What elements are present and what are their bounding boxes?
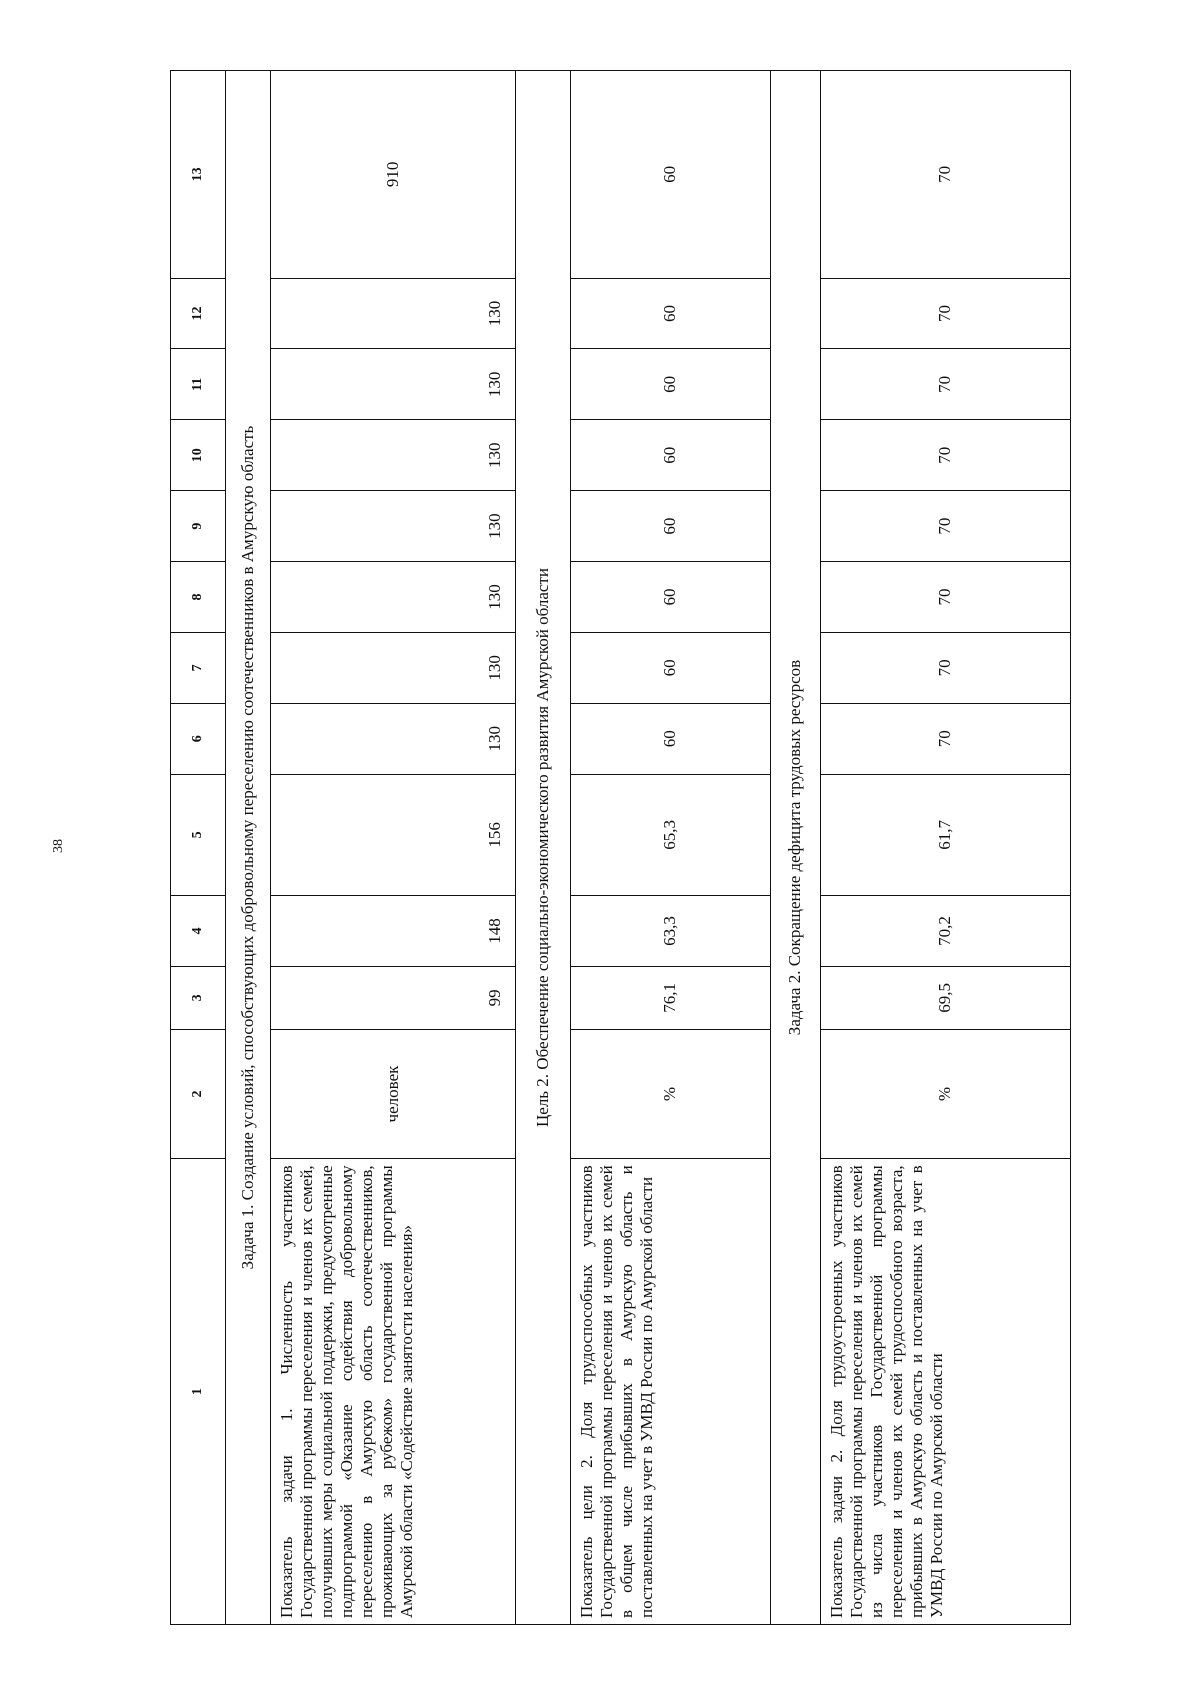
value-cell: 60: [571, 491, 771, 562]
section-row: [516, 71, 571, 1625]
value-cell: 70: [821, 632, 1071, 703]
section-title: Цель 2. Обеспечение социально-экономического развития Амурской области: [516, 71, 571, 1625]
rotated-table-frame: [170, 70, 1070, 1625]
value-cell: 63,3: [571, 896, 771, 967]
value-cell: 70: [821, 278, 1071, 349]
value-cell: 156: [271, 774, 516, 895]
value-cell: 130: [271, 491, 516, 562]
value-cell: 61,7: [821, 774, 1071, 895]
unit-cell: человек: [271, 1029, 516, 1159]
value-cell: 70: [821, 71, 1071, 279]
header-cell: 5: [171, 774, 226, 895]
value-cell: 60: [571, 71, 771, 279]
value-cell: 70: [821, 349, 1071, 420]
value-cell: 130: [271, 632, 516, 703]
page-number: 38: [51, 839, 66, 853]
indicator-label: Показатель задачи 1. Численность участников Государственной программы переселения и членов их семей, получивших меры социальной поддержки, предусмотренные подпрограммой «Оказание содействия добровольному переселению в Амурскую область соотечественников, проживающих за рубежом» государственной программы Амурской области «Содействие занятости населения»: [271, 1159, 516, 1625]
value-cell: 70: [821, 420, 1071, 491]
header-cell: 8: [171, 562, 226, 633]
value-cell: 70,2: [821, 896, 1071, 967]
header-cell: 12: [171, 278, 226, 349]
header-cell: 11: [171, 349, 226, 420]
value-cell: 60: [571, 703, 771, 774]
header-cell: 13: [171, 71, 226, 279]
value-cell: 60: [571, 278, 771, 349]
value-cell: 69,5: [821, 966, 1071, 1029]
table-row: [821, 71, 1071, 1625]
header-cell: 4: [171, 896, 226, 967]
value-cell: 60: [571, 349, 771, 420]
indicator-label: Показатель цели 2. Доля трудоспособных участников Государственной программы переселения и членов их семей в общем числе прибывших в Амурскую область и поставленных на учет в УМВД России по Амурской области: [571, 1159, 771, 1625]
section-title: Задача 2. Сокращение дефицита трудовых ресурсов: [771, 71, 821, 1625]
value-cell: 70: [821, 703, 1071, 774]
value-cell: 130: [271, 562, 516, 633]
value-cell: 60: [571, 420, 771, 491]
value-cell: 130: [271, 349, 516, 420]
header-cell: 2: [171, 1029, 226, 1159]
value-cell: 130: [271, 703, 516, 774]
value-cell: 70: [821, 562, 1071, 633]
value-cell: 76,1: [571, 966, 771, 1029]
value-cell: 70: [821, 491, 1071, 562]
unit-cell: %: [821, 1029, 1071, 1159]
value-cell: 910: [271, 71, 516, 279]
value-cell: 60: [571, 562, 771, 633]
header-cell: 7: [171, 632, 226, 703]
header-cell: 9: [171, 491, 226, 562]
header-cell: 6: [171, 703, 226, 774]
section-title: Задача 1. Создание условий, способствующих добровольному переселению соотечественников в Амурскую область: [226, 71, 271, 1625]
indicators-table: [170, 70, 1071, 1625]
header-row: [171, 71, 226, 1625]
value-cell: 130: [271, 420, 516, 491]
value-cell: 65,3: [571, 774, 771, 895]
value-cell: 130: [271, 278, 516, 349]
header-cell: 1: [171, 1159, 226, 1625]
value-cell: 60: [571, 632, 771, 703]
value-cell: 148: [271, 896, 516, 967]
table-row: [571, 71, 771, 1625]
indicator-label: Показатель задачи 2. Доля трудоустроенных участников Государственной программы переселения и членов их семей из числа участников Государственной программы переселения и членов их семей трудоспособного возраста, прибывших в Амурскую область и поставленных на учет в УМВД России по Амурской области: [821, 1159, 1071, 1625]
unit-cell: %: [571, 1029, 771, 1159]
section-row: [771, 71, 821, 1625]
table-row: [271, 71, 516, 1625]
value-cell: 99: [271, 966, 516, 1029]
header-cell: 3: [171, 966, 226, 1029]
header-cell: 10: [171, 420, 226, 491]
section-row: [226, 71, 271, 1625]
